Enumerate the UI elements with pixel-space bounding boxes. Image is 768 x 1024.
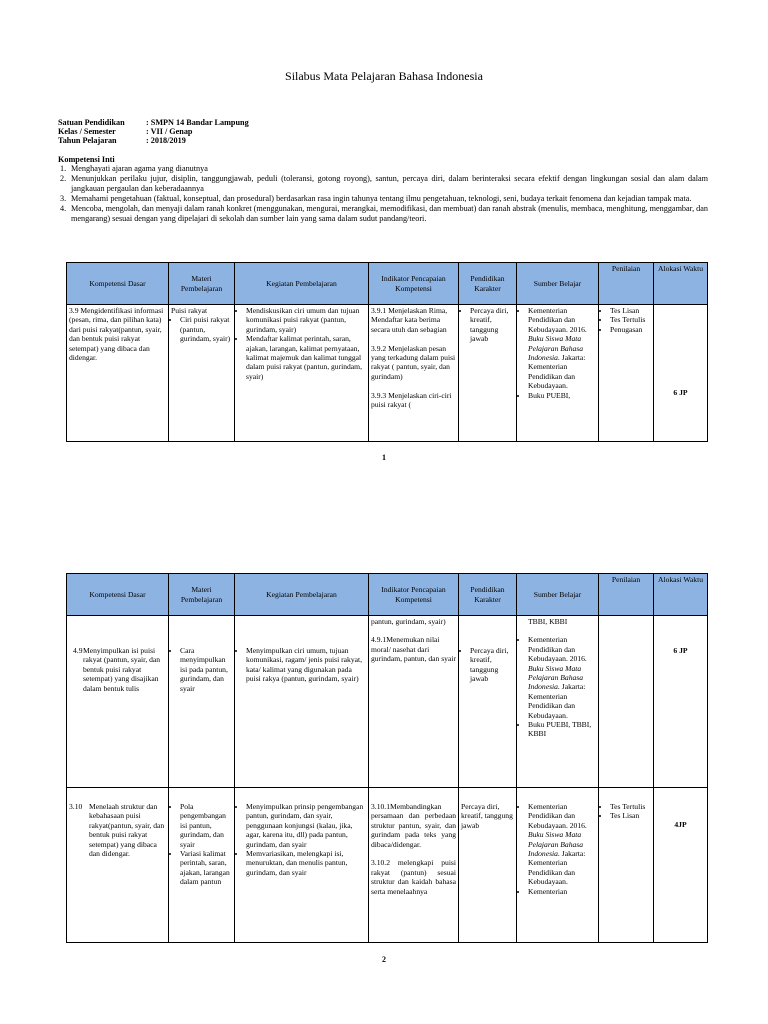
header-kompetensi-dasar: Kompetensi Dasar xyxy=(67,574,169,616)
ki-text: Memahami pengetahuan (faktual, konseptual, dan prosedural) berdasarkan rasa ingin tahunya tentang ilmu pengetahuan, teknologi, seni, budaya terkait fenomena dan kejadian tampak mata. xyxy=(71,194,692,203)
header-materi: Materi Pembelajaran xyxy=(169,574,235,616)
kd-number: 3.10 xyxy=(69,802,83,811)
indikator-item: 3.9.2 Menjelaskan pesan yang terkadung dalam puisi rakyat ( pantun, syair, dan gurindam) xyxy=(371,343,456,381)
table-row xyxy=(67,616,708,788)
indikator-item: 3.10.2 melengkapi puisi rakyat (pantun) sesuai struktur dan kaidah bahasa serta menelaahnya xyxy=(371,858,456,896)
list-item: • Memvariasikan, melengkapi isi, menuruktan, dan menulis pantun, gurindam, dan syair xyxy=(246,849,366,877)
list-item: • Ciri puisi rakyat (pantun, gurindam, syair) xyxy=(180,315,232,343)
ki-text: Mencoba, mengolah, dan menyaji dalam ranah konkret (menggunakan, mengurai, merangkai, memodifikasi, dan membuat) dan ranah abstrak (menulis, membaca, menghitung, menggambar, dan mengarang) sesuai dengan yang dipelajari di sekolah dan sumber lain yang sama dalam sudut pandang/teori. xyxy=(71,204,708,223)
sumber-book-title: Buku Siswa Mata Pelajaran Bahasa Indonesia. xyxy=(528,334,584,363)
ki-number: 2. xyxy=(60,174,67,183)
ki-number: 3. xyxy=(60,194,67,203)
meta-label-kelas: Kelas / Semester xyxy=(58,127,116,136)
kd-text: Menyimpulkan isi puisi rakyat (pantun, syair, dan bentuk puisi rakyat setempat) yang disajikan dalam bentuk tulis xyxy=(83,646,161,693)
cell-karakter xyxy=(459,616,517,788)
cell-alokasi: 6 JP xyxy=(654,616,708,788)
document-title: Silabus Mata Pelajaran Bahasa Indonesia xyxy=(285,69,483,83)
ki-item xyxy=(58,194,708,204)
sumber-text: Jakarta: Kementerian Pendidikan dan Kebudayaan. xyxy=(528,353,586,391)
kompetensi-inti-heading: Kompetensi Inti xyxy=(58,155,115,164)
header-kegiatan: Kegiatan Pembelajaran xyxy=(235,574,369,616)
list-item: • Percaya diri, kreatif, tanggung jawab xyxy=(470,646,514,684)
sumber-text: Jakarta: Kementerian Pendidikan dan Kebudayaan. xyxy=(528,849,586,887)
cell-indikator xyxy=(369,616,459,788)
header-materi: Materi Pembelajaran xyxy=(169,263,235,305)
cell-indikator xyxy=(369,305,459,442)
header-kompetensi-dasar: Kompetensi Dasar xyxy=(67,263,169,305)
sumber-text: Kementerian Pendidikan dan Kebudayaan. 2016. xyxy=(528,635,587,664)
cell-kegiatan xyxy=(235,305,369,442)
cell-sumber xyxy=(517,305,599,442)
ki-item xyxy=(58,164,708,174)
page-number: 1 xyxy=(382,453,386,462)
sumber-text: Kementerian Pendidikan dan Kebudayaan. 2016. xyxy=(528,802,587,830)
cell-materi xyxy=(169,305,235,442)
header-alokasi: Alokasi Waktu xyxy=(654,574,708,616)
table-header-row xyxy=(67,574,708,616)
cell-alokasi: 6 JP xyxy=(654,305,708,442)
meta-value-kelas: : VII / Genap xyxy=(146,127,193,136)
cell-karakter: Percaya diri, kreatif, tanggung jawab xyxy=(459,788,517,943)
cell-kompetensi-dasar: 3.9 Mengidentifikasi informasi (pesan, rima, dan pilihan kata) dari puisi rakyat(pantun, syair, dan bentuk puisi rakyat setempat) yang dibaca dan didengar. xyxy=(67,305,169,442)
cell-kegiatan xyxy=(235,788,369,943)
header-penilaian: Penilaian xyxy=(599,574,654,616)
ki-number: 4. xyxy=(60,204,67,213)
list-item: • Tes Tertulis xyxy=(610,315,651,324)
header-sumber: Sumber Belajar xyxy=(517,263,599,305)
ki-item xyxy=(58,174,708,194)
ki-item xyxy=(58,204,708,224)
meta-value-satuan: : SMPN 14 Bandar Lampung xyxy=(146,118,249,127)
table-row xyxy=(67,788,708,943)
list-item: • Buku PUEBI, xyxy=(528,391,596,400)
meta-label-tahun: Tahun Pelajaran xyxy=(58,136,117,145)
list-item: • Cara menyimpulkan isi pada pantun, gurindam, dan syair xyxy=(180,646,232,693)
cell-sumber xyxy=(517,788,599,943)
cell-penilaian xyxy=(599,616,654,788)
header-alokasi: Alokasi Waktu xyxy=(654,263,708,305)
page-number: 2 xyxy=(382,955,386,964)
list-item: • Menyimpulkan prinsip pengembangan pantun, gurindam, dan syair, penggunaan konjungsi (kalau, jika, agar, karena itu, dll) pada pantun, gurindam, dan syair xyxy=(246,802,366,849)
cell-penilaian xyxy=(599,305,654,442)
list-item xyxy=(528,306,596,391)
kd-text: Menelaah struktur dan kebahasaan puisi rakyat(pantun, syair, dan bentuk puisi rakyat setempat) yang dibaca dan didengar. xyxy=(89,802,165,859)
sumber-text: Kementerian Pendidikan dan Kebudayaan. 2016. xyxy=(528,306,587,334)
ki-text: Menunjukkan perilaku jujur, disiplin, tanggungjawab, peduli (toleransi, gotong royong), santun, percaya diri, dalam berinteraksi secara efektif dengan lingkungan sosial dan alam dalam jangkauan pergaulan dan keberadaannya xyxy=(71,174,708,193)
list-item: • Tes Tertulis xyxy=(610,802,651,811)
header-karakter: Pendidikan Karakter xyxy=(459,574,517,616)
header-penilaian: Penilaian xyxy=(599,263,654,305)
header-sumber: Sumber Belajar xyxy=(517,574,599,616)
cell-kegiatan xyxy=(235,616,369,788)
list-item: • Percaya diri, kreatif, tanggung jawab xyxy=(470,306,514,344)
list-item: • Buku PUEBI, TBBI, KBBI xyxy=(528,720,596,739)
sumber-text: Jakarta: Kementerian Pendidikan dan Kebudayaan. xyxy=(528,682,586,720)
cell-kompetensi-dasar xyxy=(67,788,169,943)
list-item: • Mendiskusikan ciri umum dan tujuan komunikasi puisi rakyat (pantun, gurindam, syair) xyxy=(246,306,366,334)
cell-alokasi: 4JP xyxy=(654,788,708,943)
cell-materi xyxy=(169,788,235,943)
list-item: • Mendaftar kalimat perintah, saran, ajakan, larangan, kalimat pernyataan, kalimat majemuk dan kalimat tunggal dalam puisi rakyat (pantun, gurindam, syair) xyxy=(246,334,366,381)
cell-indikator xyxy=(369,788,459,943)
indikator-item: 4.9.1Menemukan nilai moral/ nasehat dari gurindam, pantun, dan syair xyxy=(371,635,456,664)
cell-sumber xyxy=(517,616,599,788)
ki-number: 1. xyxy=(60,164,67,173)
list-item: • Menyimpulkan ciri umum, tujuan komunikasi, ragam/ jenis puisi rakyat, kata/ kalimat yang digunakan pada puisi rakya (pantun, gurindam, syair) xyxy=(246,646,366,684)
list-item xyxy=(528,635,596,720)
header-karakter: Pendidikan Karakter xyxy=(459,263,517,305)
meta-label-satuan: Satuan Pendidikan xyxy=(58,118,125,127)
meta-value-tahun: : 2018/2019 xyxy=(146,136,186,145)
kompetensi-inti-list xyxy=(58,164,708,224)
header-indikator: Indikator Pencapaian Kompetensi xyxy=(369,263,459,305)
cell-materi xyxy=(169,616,235,788)
kd-block xyxy=(69,646,166,693)
table-row xyxy=(67,305,708,442)
list-item: • Tes Lisan xyxy=(610,811,651,820)
header-kegiatan: Kegiatan Pembelajaran xyxy=(235,263,369,305)
indikator-continuation: pantun, gurindam, syair) xyxy=(371,617,446,626)
kd-number: 4.9 xyxy=(73,646,83,655)
indikator-item: 3.9.1 Menjelaskan Rima, Mendaftar kata berima secara utuh dan sebagian xyxy=(371,306,448,334)
indikator-item: 3.10.1Membandingkan persamaan dan perbedaan struktur pantun, syair, dan gurindam pada teks yang dibaca/didengar. xyxy=(371,802,456,849)
cell-karakter xyxy=(459,305,517,442)
cell-penilaian xyxy=(599,788,654,943)
sumber-book-title: Buku Siswa Mata Pelajaran Bahasa Indonesia. xyxy=(528,663,584,692)
materi-title: Puisi rakyat xyxy=(171,306,208,315)
syllabus-table-page2 xyxy=(66,573,708,943)
kd-block xyxy=(69,802,166,858)
list-item: • Kementerian xyxy=(528,887,596,896)
ki-text: Menghayati ajaran agama yang dianutnya xyxy=(71,164,208,173)
list-item xyxy=(528,802,596,887)
table-header-row xyxy=(67,263,708,305)
list-item: • Variasi kalimat perintah, saran, ajakan, larangan dalam pantun xyxy=(180,849,232,887)
sumber-continuation: TBBI, KBBI xyxy=(528,617,568,626)
indikator-item: 3.9.3 Menjelaskan ciri-ciri puisi rakyat ( xyxy=(371,390,452,410)
header-indikator: Indikator Pencapaian Kompetensi xyxy=(369,574,459,616)
syllabus-table-page1 xyxy=(66,262,708,442)
list-item: • Tes Lisan xyxy=(610,306,651,315)
sumber-book-title: Buku Siswa Mata Pelajaran Bahasa Indonesia. xyxy=(528,830,584,859)
list-item: • Penugasan xyxy=(610,325,651,334)
cell-kompetensi-dasar xyxy=(67,616,169,788)
list-item: • Pola pengembangan isi pantun, gurindam, dan syair xyxy=(180,802,232,849)
